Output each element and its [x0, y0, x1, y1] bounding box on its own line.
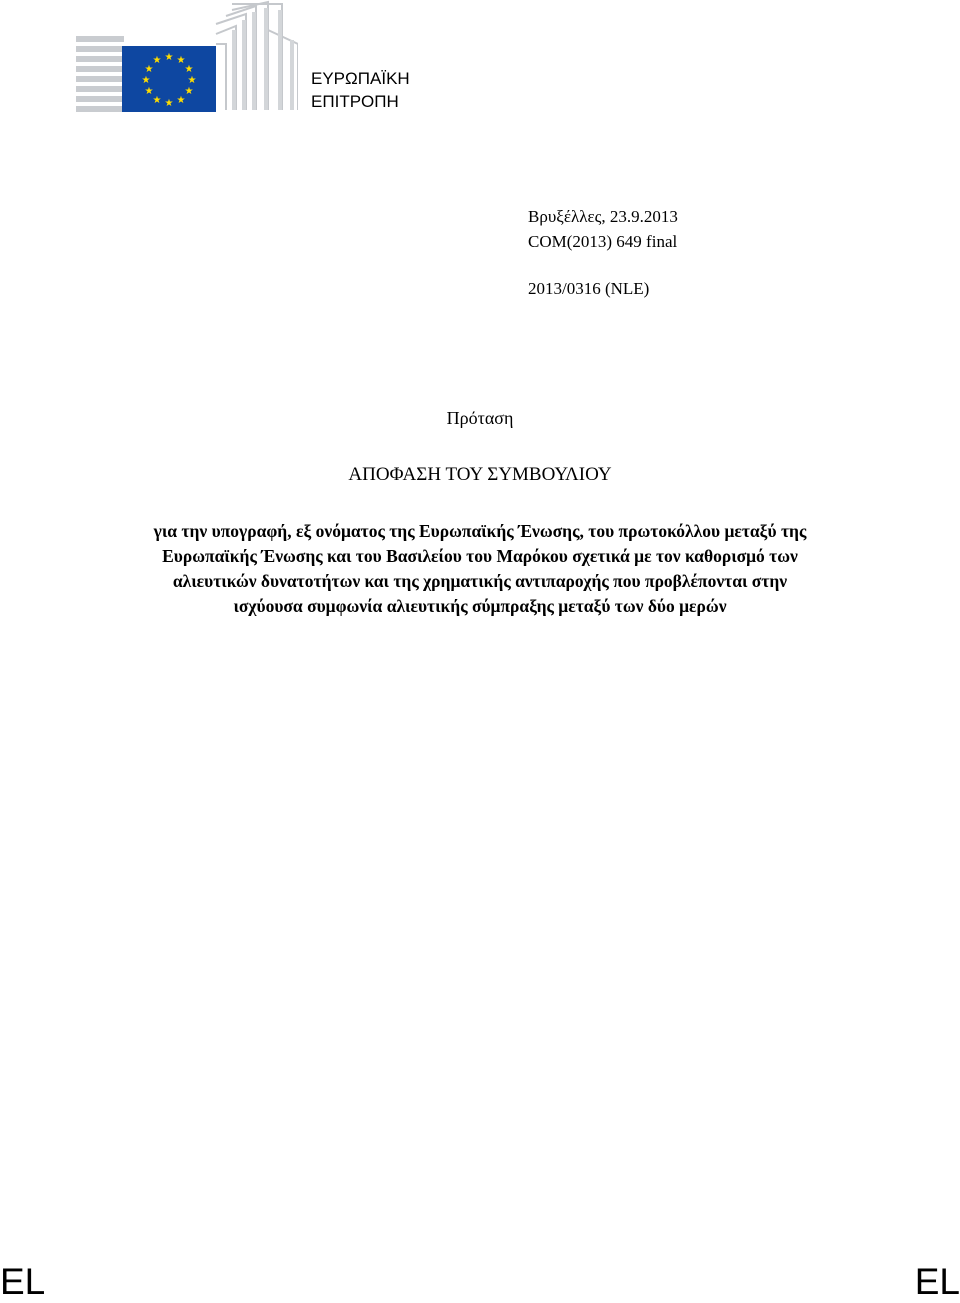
svg-text:★: ★: [152, 55, 162, 66]
svg-text:★: ★: [184, 64, 194, 75]
svg-text:★: ★: [184, 86, 194, 97]
subject-line: αλιευτικών δυνατοτήτων και της χρηματικής αντιπαροχής που προβλέπονται στην: [172, 571, 788, 591]
document-subject: [0, 519, 960, 619]
subject-line: ισχύουσα συμφωνία αλιευτικής σύμπραξης μεταξύ των δύο μερών: [233, 596, 727, 616]
svg-text:★: ★: [144, 86, 154, 97]
org-name-line-2: ΕΠΙΤΡΟΠΗ: [311, 92, 399, 111]
language-code-left: EL: [0, 1261, 46, 1302]
com-reference: COM(2013) 649 final: [528, 232, 678, 251]
eu-flag-building-logo-icon: [76, 0, 298, 112]
place-date: Βρυξέλλες, 23.9.2013: [528, 207, 678, 226]
svg-text:★: ★: [141, 75, 151, 86]
subject-line: για την υπογραφή, εξ ονόματος της Ευρωπαϊκής Ένωσης, του πρωτοκόλλου μεταξύ της: [153, 521, 807, 541]
language-code-right: EL: [914, 1261, 960, 1302]
document-type: Πρόταση: [446, 408, 514, 428]
svg-text:★: ★: [152, 95, 162, 106]
svg-text:★: ★: [187, 75, 197, 86]
svg-text:★: ★: [176, 95, 186, 106]
svg-text:★: ★: [164, 52, 174, 63]
svg-text:★: ★: [164, 98, 174, 109]
procedure-number: 2013/0316 (NLE): [528, 279, 650, 298]
subject-line: Ευρωπαϊκής Ένωσης και του Βασιλείου του Μαρόκου σχετικά με τον καθορισμό των: [162, 546, 798, 566]
organisation-name: [311, 67, 410, 113]
svg-text:★: ★: [176, 55, 186, 66]
org-name-line-1: ΕΥΡΩΠΑΪΚΗ: [311, 69, 410, 88]
document-title: ΑΠΟΦΑΣΗ ΤΟΥ ΣΥΜΒΟΥΛΙΟΥ: [348, 464, 612, 485]
svg-text:★: ★: [144, 64, 154, 75]
